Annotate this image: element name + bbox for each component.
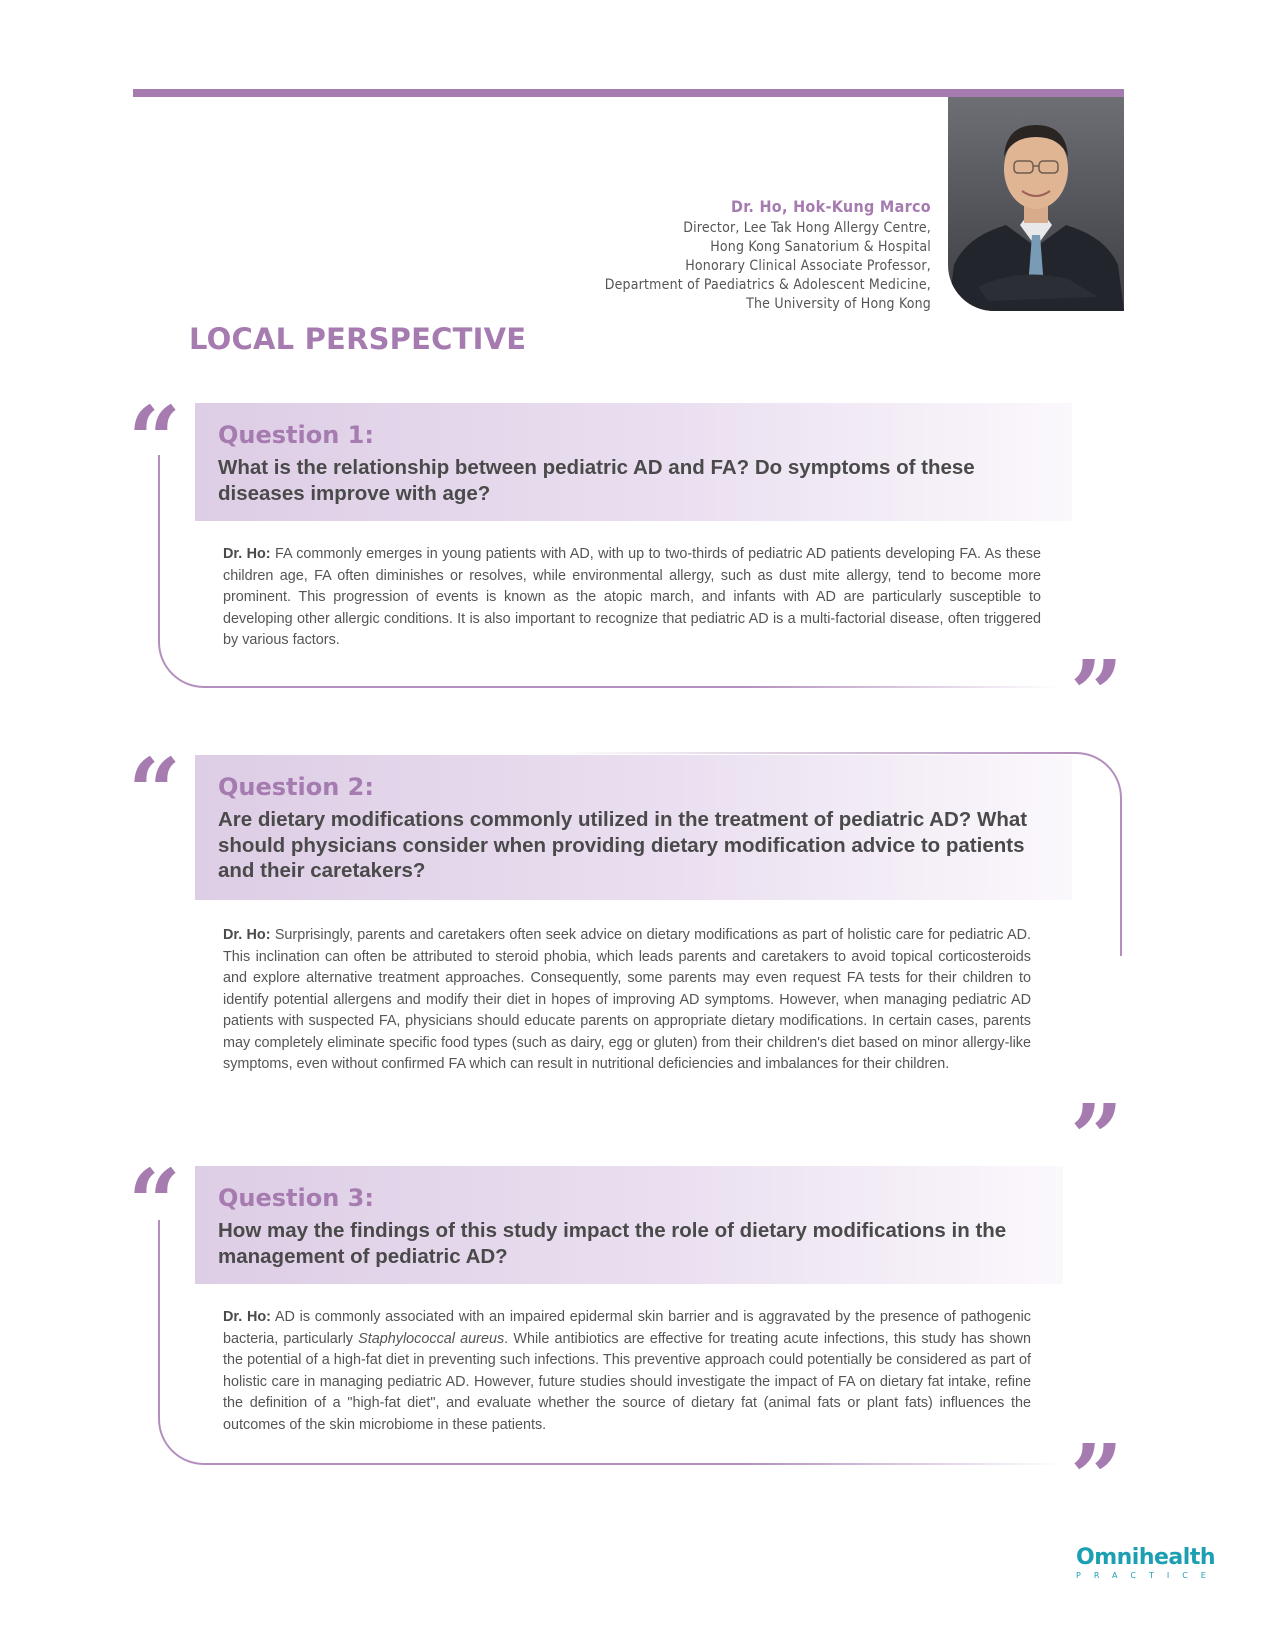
close-quote-mark-icon: ” bbox=[1070, 1424, 1123, 1532]
answer-3-speaker: Dr. Ho: bbox=[223, 1309, 271, 1325]
logo-prefix: Omni bbox=[1076, 1545, 1139, 1570]
question-1-box bbox=[195, 403, 1072, 521]
portrait-illustration bbox=[948, 97, 1124, 311]
omnihealth-logo bbox=[1076, 1545, 1219, 1580]
section-heading: LOCAL PERSPECTIVE bbox=[189, 322, 527, 356]
answer-1 bbox=[223, 544, 1041, 652]
question-3-label: Question 3: bbox=[218, 1184, 374, 1212]
question-2-box bbox=[195, 755, 1072, 900]
doctor-portrait-photo bbox=[948, 97, 1124, 311]
answer-1-text: FA commonly emerges in young patients with AD, with up to two-thirds of pediatric AD patients developing FA. As these children age, FA often diminishes or resolves, while environmental allergy, such as dust mite allergy, tend to become more prominent. This progression of events is known as the atopic march, and infants with AD are particularly susceptible to developing other allergic conditions. It is also important to recognize that pediatric AD is a multi-factorial disease, often triggered by various factors. bbox=[223, 546, 1041, 648]
doctor-name: Dr. Ho, Hok-Kung Marco bbox=[731, 197, 931, 216]
question-3-text: How may the findings of this study impact the role of dietary modifications in the management of pediatric AD? bbox=[218, 1219, 1007, 1268]
profile-line: Director, Lee Tak Hong Allergy Centre, bbox=[683, 220, 931, 236]
answer-3-text-before: AD is commonly associated with an impaired epidermal skin barrier and is aggravated by the presence of pathogenic bacteria, particularly bbox=[223, 1309, 1031, 1347]
logo-subtitle: PRACTICE bbox=[1076, 1571, 1219, 1580]
open-quote-mark-icon: “ bbox=[128, 1149, 181, 1257]
logo-suffix: health bbox=[1138, 1545, 1215, 1570]
profile-line: Hong Kong Sanatorium & Hospital bbox=[710, 239, 931, 255]
question-2-text: Are dietary modifications commonly utilized in the treatment of pediatric AD? What should physicians consider when providing dietary modification advice to patients and their caretakers? bbox=[218, 808, 1028, 882]
open-quote-mark-icon: “ bbox=[128, 386, 181, 494]
question-1-text: What is the relationship between pediatric AD and FA? Do symptoms of these diseases improve with age? bbox=[218, 456, 975, 505]
logo-wordmark bbox=[1076, 1545, 1219, 1570]
profile-line: Honorary Clinical Associate Professor, bbox=[685, 258, 931, 274]
top-accent-rule bbox=[133, 89, 1124, 97]
profile-line: The University of Hong Kong bbox=[746, 296, 931, 312]
answer-2 bbox=[223, 925, 1031, 1076]
close-quote-mark-icon: ” bbox=[1070, 640, 1123, 748]
question-3-box bbox=[195, 1166, 1063, 1284]
doctor-profile bbox=[605, 197, 931, 314]
question-2-label: Question 2: bbox=[218, 773, 374, 801]
open-quote-mark-icon: “ bbox=[128, 738, 181, 846]
answer-3-text-after: . While antibiotics are effective for treating acute infections, this study has shown the potential of a high-fat diet in preventing such infections. This preventive approach could potentially be considered as part of holistic care in managing pediatric AD. However, future studies should investigate the impact of FA on dietary fat intake, refine the definition of a "high-fat diet", and evaluate whether the source of dietary fat (animal fats or plant fats) influences the outcomes of the skin microbiome in these patients. bbox=[223, 1330, 1031, 1433]
question-1-label: Question 1: bbox=[218, 421, 374, 449]
close-quote-mark-icon: ” bbox=[1070, 1084, 1123, 1192]
answer-1-speaker: Dr. Ho: bbox=[223, 546, 271, 562]
answer-3 bbox=[223, 1307, 1031, 1436]
answer-3-italic-term: Staphylococcal aureus bbox=[358, 1330, 505, 1347]
answer-2-text: Surprisingly, parents and caretakers often seek advice on dietary modifications as part of holistic care for pediatric AD. This inclination can often be attributed to steroid phobia, which leads parents and caretakers to avoid topical corticosteroids and explore alternative treatment approaches. Consequently, some parents may even request FA tests for their children to identify potential allergens and modify their diet in hopes of improving AD symptoms. However, when managing pediatric AD patients with suspected FA, physicians should educate parents on appropriate dietary modifications. In certain cases, parents may completely eliminate specific food types (such as dairy, egg or gluten) from their children's diet based on minor allergy-like symptoms, even without confirmed FA which can result in nutritional deficiencies and imbalances for their children. bbox=[223, 927, 1032, 1072]
profile-line: Department of Paediatrics & Adolescent Medicine, bbox=[604, 277, 931, 293]
answer-2-speaker: Dr. Ho: bbox=[223, 927, 271, 943]
